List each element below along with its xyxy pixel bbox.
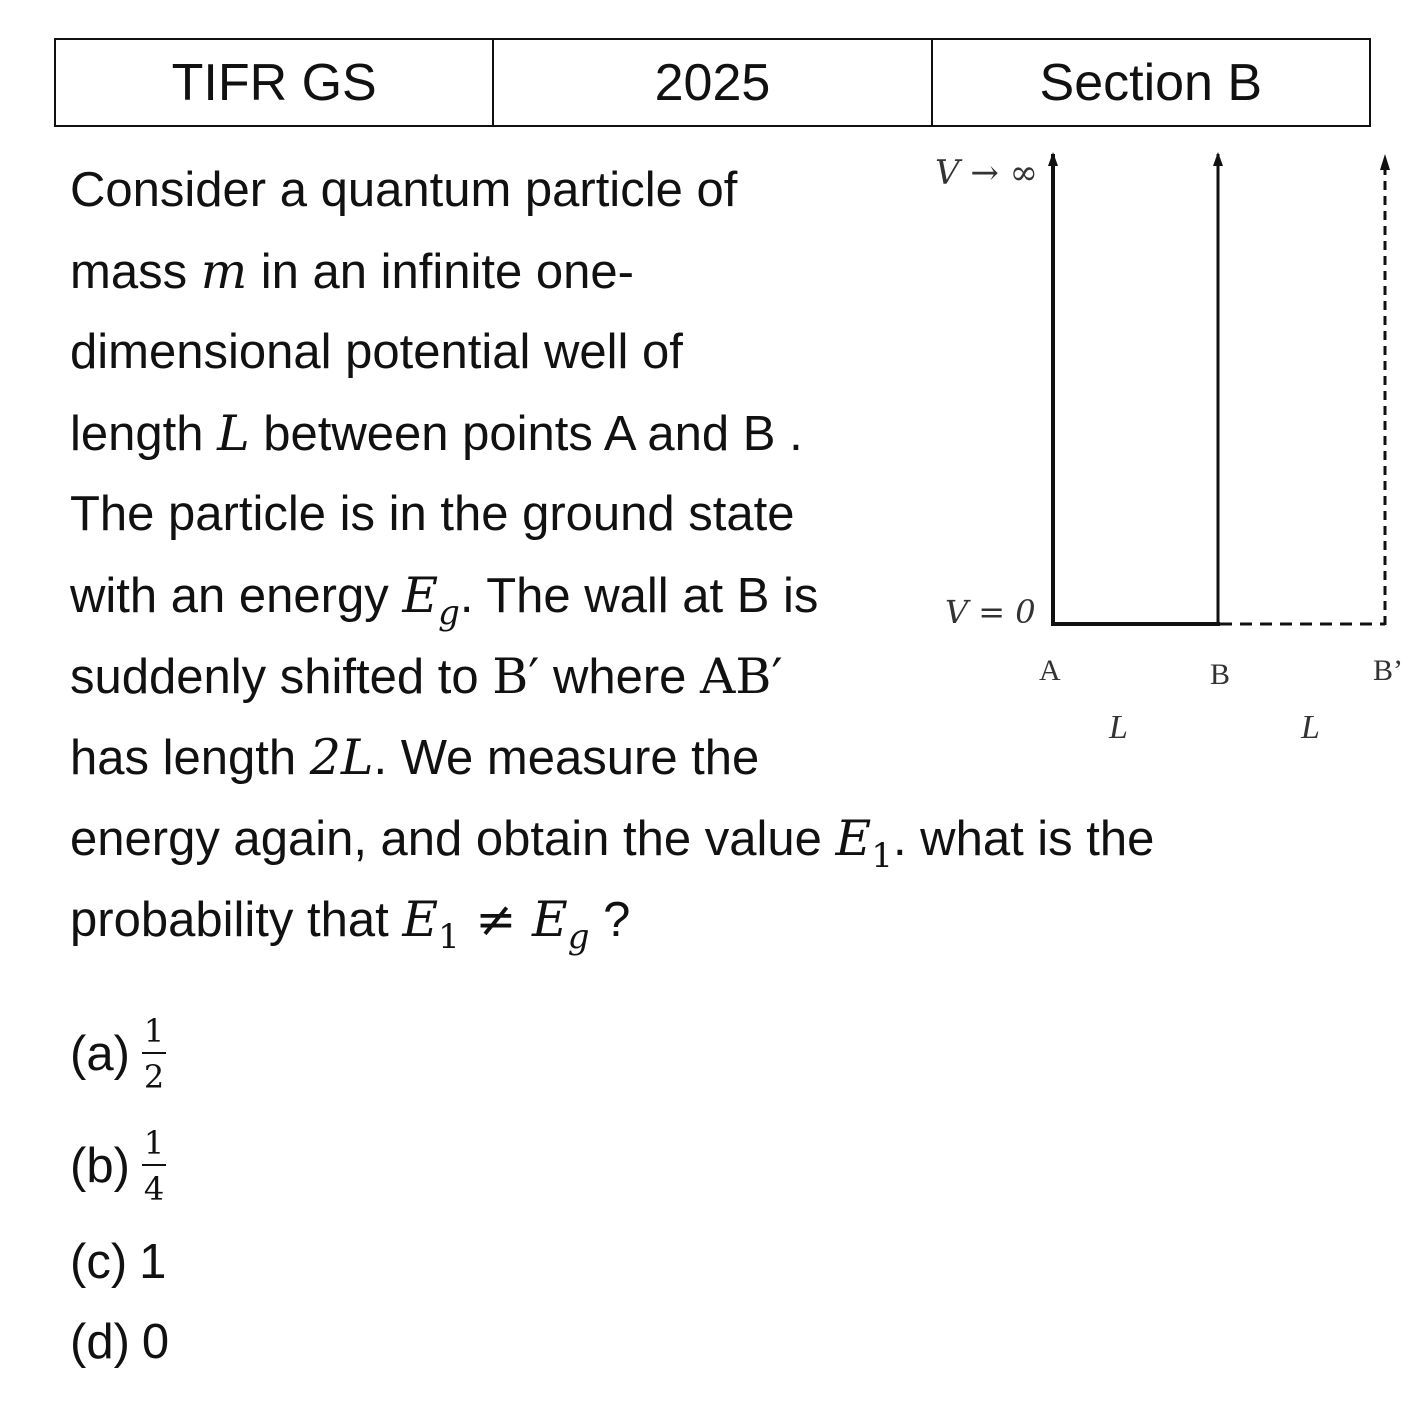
text: ? — [589, 893, 631, 947]
label-point-b-prime: B’ — [1373, 654, 1403, 687]
math-energy: E — [402, 567, 439, 624]
text: probability that — [70, 893, 403, 947]
option-b-numerator: 1 — [142, 1124, 166, 1166]
text: . We measure the — [373, 731, 760, 785]
text: mass — [70, 245, 201, 299]
question-line-1-text: Consider a quantum particle of — [70, 163, 738, 217]
text: between points A and B . — [249, 407, 803, 461]
option-b-fraction — [142, 1124, 166, 1208]
header-year: 2025 — [493, 39, 931, 126]
label-length-ab: L — [1109, 709, 1128, 746]
label-v-infinity: V → ∞ — [935, 153, 1038, 193]
option-a-denominator: 2 — [143, 1058, 165, 1096]
text: where — [539, 650, 701, 704]
label-point-b: B — [1210, 658, 1231, 691]
text: length — [70, 407, 218, 461]
question-line-9 — [70, 798, 1370, 879]
text: suddenly shifted to — [70, 650, 493, 704]
math-subscript: 1 — [871, 836, 893, 876]
question-line-10 — [70, 879, 1370, 960]
text: . The wall at B is — [459, 569, 819, 623]
answer-options — [70, 998, 169, 1382]
text: energy again, and obtain the value — [70, 812, 836, 866]
option-b-denominator: 4 — [143, 1170, 165, 1208]
option-a-label: (a) — [70, 1027, 130, 1081]
math-subscript: g — [567, 917, 590, 957]
option-b-label: (b) — [70, 1139, 130, 1193]
option-c-value: 1 — [139, 1235, 167, 1289]
math-2l: 2L — [309, 729, 374, 786]
option-a[interactable] — [70, 998, 169, 1110]
label-v-zero: V = 0 — [945, 593, 1036, 631]
option-c-label: (c) — [70, 1235, 128, 1289]
math-energy: E — [402, 891, 439, 948]
option-a-numerator: 1 — [142, 1012, 166, 1054]
text: The particle is in the ground state — [70, 487, 795, 541]
math-ab-prime: AB′ — [700, 648, 783, 705]
text: in an infinite one- — [247, 245, 634, 299]
option-b[interactable] — [70, 1110, 169, 1222]
potential-well-diagram — [925, 140, 1420, 760]
label-length-bb-prime: L — [1301, 709, 1320, 746]
option-d-value: 0 — [141, 1315, 170, 1369]
math-energy: E — [531, 891, 568, 948]
header-row — [55, 39, 1370, 126]
text: . what is the — [892, 812, 1155, 866]
option-d-label: (d) — [70, 1315, 130, 1369]
text: with an energy — [70, 569, 403, 623]
header-section: Section B — [932, 39, 1370, 126]
header-exam: TIFR GS — [55, 39, 493, 126]
math-length: L — [217, 405, 250, 462]
option-c[interactable] — [70, 1222, 169, 1302]
option-d[interactable] — [70, 1302, 169, 1382]
option-a-fraction — [142, 1012, 166, 1096]
label-point-a: A — [1039, 654, 1061, 687]
text: has length — [70, 731, 310, 785]
math-energy: E — [835, 810, 872, 867]
math-not-equal: ≠ — [459, 891, 532, 948]
wall-b-prime-arrow-icon — [1380, 154, 1390, 170]
math-b-prime: B′ — [492, 648, 540, 705]
header-table — [54, 38, 1371, 127]
math-subscript: 1 — [438, 917, 460, 957]
math-subscript: g — [438, 593, 460, 633]
text: dimensional potential well of — [70, 325, 683, 379]
math-mass: m — [200, 243, 248, 300]
